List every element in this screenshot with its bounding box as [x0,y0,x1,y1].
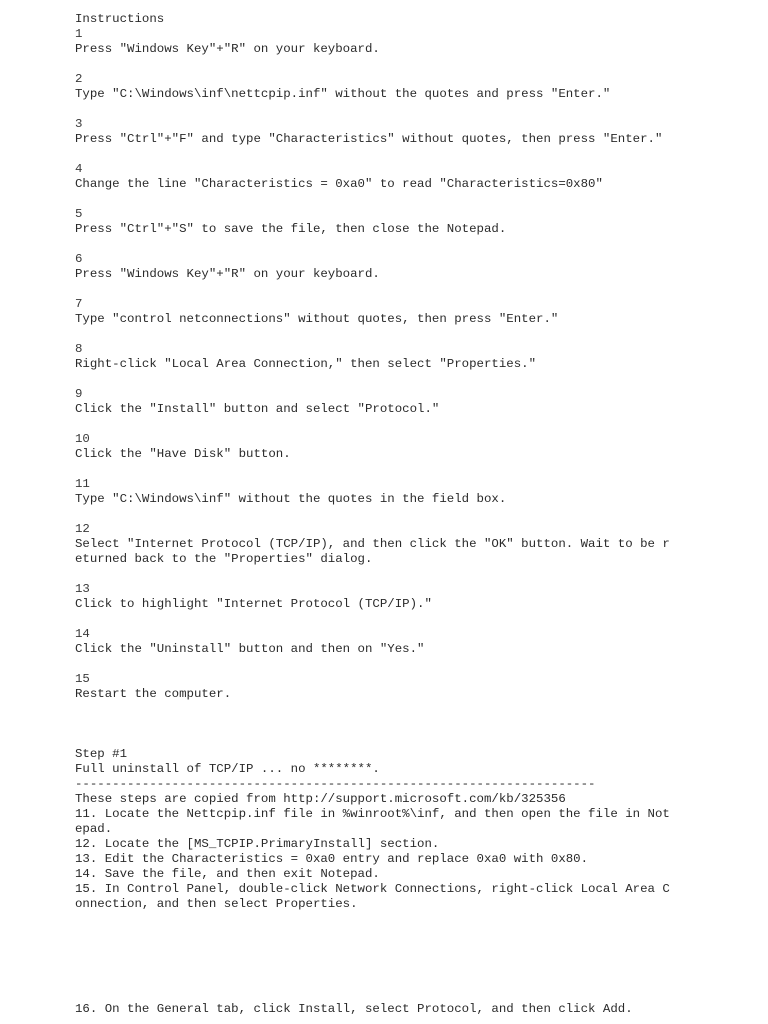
step-number: 6 [75,252,83,266]
spacer [75,912,685,1002]
instruction-step [75,387,685,432]
step-number: 4 [75,162,83,176]
instruction-step [75,582,685,627]
blank-line [75,507,685,522]
step-number: 13 [75,582,90,596]
instruction-step [75,432,685,477]
kb-line: 15. In Control Panel, double-click Network Connections, right-click Local Area C [75,882,670,896]
section-heading: Step #1 [75,747,128,761]
step-number: 10 [75,432,90,446]
step-text: Press "Windows Key"+"R" on your keyboard. [75,267,380,281]
instruction-step [75,72,685,117]
blank-line [75,147,685,162]
step-number: 15 [75,672,90,686]
blank-line [75,237,685,252]
step-text: Press "Windows Key"+"R" on your keyboard. [75,42,380,56]
step-number: 5 [75,207,83,221]
instruction-step [75,522,685,582]
blank-line [75,657,685,672]
kb-line: 13. Edit the Characteristics = 0xa0 entry and replace 0xa0 with 0x80. [75,852,589,866]
step-number: 12 [75,522,90,536]
kb-line: These steps are copied from http://support.microsoft.com/kb/325356 [75,792,566,806]
step-number: 9 [75,387,83,401]
step-text: Change the line "Characteristics = 0xa0" to read "Characteristics=0x80" [75,177,603,191]
blank-line [75,372,685,387]
instruction-step [75,672,685,702]
instruction-step [75,27,685,72]
step-text: eturned back to the "Properties" dialog. [75,552,373,566]
step-text: Type "control netconnections" without quotes, then press "Enter." [75,312,559,326]
blank-line [75,417,685,432]
section-subheading: Full uninstall of TCP/IP ... no ********. [75,762,380,776]
kb-line: 14. Save the file, and then exit Notepad. [75,867,380,881]
instruction-step [75,297,685,342]
blank-line [75,102,685,117]
step-number: 1 [75,27,83,41]
blank-line [75,282,685,297]
kb-line: epad. [75,822,113,836]
blank-line [75,567,685,582]
step-number: 7 [75,297,83,311]
step-text: Press "Ctrl"+"F" and type "Characteristics" without quotes, then press "Enter." [75,132,663,146]
step-number: 3 [75,117,83,131]
step-text: Click to highlight "Internet Protocol (TCP/IP)." [75,597,432,611]
step-text: Type "C:\Windows\inf\nettcpip.inf" without the quotes and press "Enter." [75,87,611,101]
blank-line [75,192,685,207]
document-title: Instructions [75,12,165,26]
kb-line: 12. Locate the [MS_TCPIP.PrimaryInstall] section. [75,837,440,851]
step-text: Click the "Uninstall" button and then on "Yes." [75,642,425,656]
blank-line [75,612,685,627]
document-body [75,12,685,1017]
step-text: Select "Internet Protocol (TCP/IP), and then click the "OK" button. Wait to be r [75,537,670,551]
step-number: 8 [75,342,83,356]
step-text: Click the "Install" button and select "Protocol." [75,402,440,416]
step-number: 2 [75,72,83,86]
kb-line: onnection, and then select Properties. [75,897,358,911]
section-divider: ---------------------------------------------------------------------- [75,777,596,791]
instruction-step [75,207,685,252]
blank-line [75,462,685,477]
instruction-step [75,342,685,387]
kb-steps [75,792,685,912]
step-text: Click the "Have Disk" button. [75,447,291,461]
spacer [75,702,685,747]
instruction-steps [75,27,685,702]
blank-line [75,327,685,342]
instruction-step [75,162,685,207]
blank-line [75,57,685,72]
step-text: Type "C:\Windows\inf" without the quotes in the field box. [75,492,507,506]
instruction-step [75,117,685,162]
kb-step-16: 16. On the General tab, click Install, select Protocol, and then click Add. [75,1002,633,1016]
kb-line: 11. Locate the Nettcpip.inf file in %winroot%\inf, and then open the file in Not [75,807,670,821]
instruction-step [75,252,685,297]
step-text: Right-click "Local Area Connection," then select "Properties." [75,357,537,371]
step-text: Press "Ctrl"+"S" to save the file, then close the Notepad. [75,222,507,236]
kb-section [75,747,685,1017]
step-number: 11 [75,477,90,491]
step-number: 14 [75,627,90,641]
step-text: Restart the computer. [75,687,232,701]
instruction-step [75,477,685,522]
instruction-step [75,627,685,672]
